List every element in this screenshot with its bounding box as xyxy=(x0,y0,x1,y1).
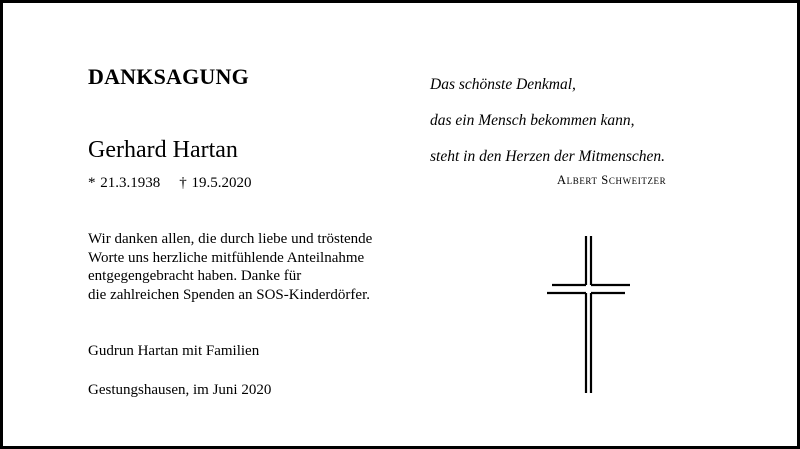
birth-date: * 21.3.1938 xyxy=(88,175,161,191)
quote-line: das ein Mensch bekommen kann, xyxy=(430,112,635,129)
life-dates xyxy=(88,175,252,192)
quote xyxy=(430,67,665,175)
thanks-line: Wir danken allen, die durch liebe und tröstende xyxy=(88,231,373,247)
double-line-cross-icon xyxy=(544,233,634,395)
thanks-line: die zahlreichen Spenden an SOS-Kinderdörfer. xyxy=(88,286,370,303)
thanks-line: entgegengebracht haben. Danke für xyxy=(88,268,302,284)
signature: Gudrun Hartan mit Familien xyxy=(88,343,260,359)
place-date: Gestungshausen, im Juni 2020 xyxy=(88,382,272,398)
thanks-text xyxy=(88,230,372,304)
death-date: † 19.5.2020 xyxy=(179,175,252,191)
quote-line: steht in den Herzen der Mitmenschen. xyxy=(430,148,666,165)
deceased-name: Gerhard Hartan xyxy=(88,137,238,163)
obituary-notice xyxy=(3,3,797,446)
notice-heading: DANKSAGUNG xyxy=(88,64,249,89)
quote-line: Das schönste Denkmal, xyxy=(430,76,576,93)
quote-author: Albert Schweitzer xyxy=(557,173,667,187)
thanks-line: Worte uns herzliche mitfühlende Anteilnahme xyxy=(88,249,365,266)
